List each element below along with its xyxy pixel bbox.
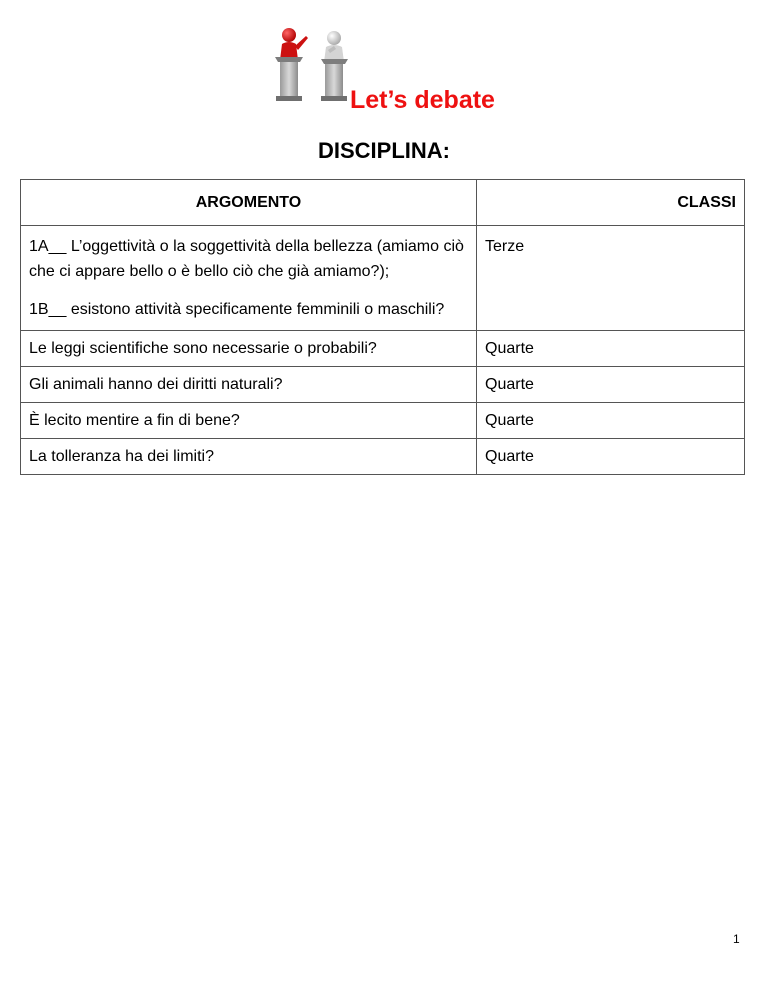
- topic-cell: Le leggi scientifiche sono necessarie o probabili?: [21, 331, 477, 367]
- classes-cell: Quarte: [477, 367, 745, 403]
- logo-text: Let’s debate: [350, 86, 495, 114]
- table-header-row: [21, 180, 745, 226]
- topic-text: 1B__ esistono attività specificamente femminili o maschili?: [29, 301, 445, 318]
- classes-cell: Quarte: [477, 439, 745, 475]
- topic-text: 1A__ L’oggettività o la soggettività della bellezza (amiamo ciò che ci appare bello o è bello ciò che già amiamo?);: [29, 238, 464, 280]
- column-header-classes: CLASSI: [477, 180, 745, 226]
- classes-cell: Quarte: [477, 331, 745, 367]
- column-header-topic: ARGOMENTO: [21, 180, 477, 226]
- debate-topics-table: [20, 179, 745, 475]
- table-row: [21, 403, 745, 439]
- table-row: [21, 331, 745, 367]
- topic-cell: La tolleranza ha dei limiti?: [21, 439, 477, 475]
- table-row: [21, 367, 745, 403]
- debate-logo-icon: [262, 26, 354, 104]
- topic-cell: Gli animali hanno dei diritti naturali?: [21, 367, 477, 403]
- classes-cell: Quarte: [477, 403, 745, 439]
- subject-label: DISCIPLINA:: [318, 138, 450, 163]
- topic-cell: È lecito mentire a fin di bene?: [21, 403, 477, 439]
- table-row: [21, 226, 745, 331]
- topic-cell: [21, 226, 477, 331]
- table-row: [21, 439, 745, 475]
- classes-cell: Terze: [477, 226, 745, 331]
- page-number: 1: [733, 932, 740, 946]
